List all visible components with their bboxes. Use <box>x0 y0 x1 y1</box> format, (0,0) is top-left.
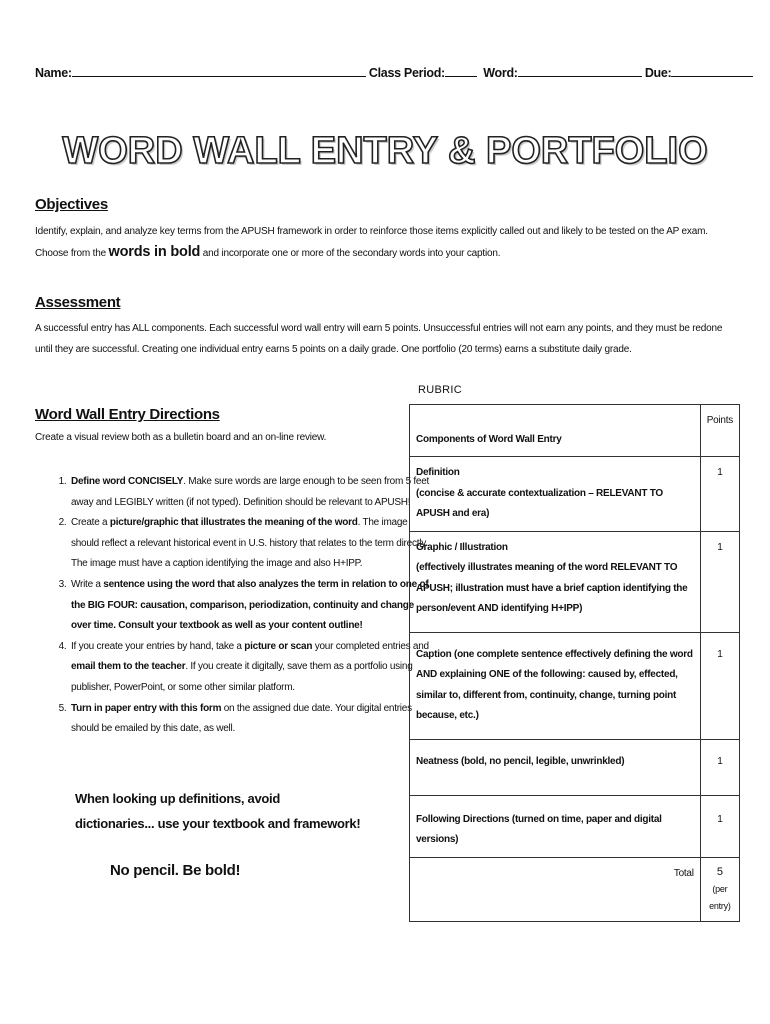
rubric-cell: Caption (one complete sentence effectively defining the word AND explaining ONE of the following: caused by, effected, similar to, different from, continuity, change, turning point because, etc.) <box>410 632 701 739</box>
definitions-note-line2: dictionaries... use your textbook and framework! <box>75 816 361 831</box>
rubric-points: 1 <box>700 632 739 739</box>
word-label: Word: <box>483 66 518 80</box>
rubric-col-component: Components of Word Wall Entry <box>410 405 701 457</box>
objectives-text-part2: and incorporate one or more of the secondary words into your caption. <box>202 248 501 259</box>
class-period-label: Class Period: <box>368 66 445 80</box>
rubric-total-points: 5 <box>716 865 723 878</box>
table-row <box>410 795 740 857</box>
assessment-text: A successful entry has ALL components. Each successful word wall entry will earn 5 points. Unsuccessful entries will not earn any points, and they must be redone until they are successful. Creating one individual entry earns 5 points on a daily grade. One portfolio (20 terms) earns a substitute daily grade. <box>35 323 723 355</box>
rubric-cell: Definition (concise & accurate contextualization – RELEVANT TO APUSH and era) <box>410 457 701 532</box>
objectives-text-part1: Identify, explain, and analyze key terms from the APUSH framework in order to reinforce those items explicitly called out and likely to be tested on the AP exam. Choose from the <box>35 226 708 259</box>
table-row <box>410 405 740 457</box>
rubric-total-note: (per entry) <box>709 883 731 911</box>
definitions-note <box>75 786 360 836</box>
rubric-total-label: Total <box>410 857 701 921</box>
table-row <box>410 531 740 632</box>
objectives-heading: Objectives <box>35 196 108 213</box>
rubric-col-points: Points <box>700 405 739 457</box>
table-row <box>410 632 740 739</box>
rubric-table <box>409 404 740 922</box>
objectives-text <box>35 221 735 264</box>
assessment-heading: Assessment <box>35 294 121 311</box>
rubric-points: 1 <box>700 739 739 795</box>
rubric-cell: Following Directions (turned on time, paper and digital versions) <box>410 795 701 857</box>
rubric-cell: Graphic / Illustration (effectively illustrates meaning of the word RELEVANT TO APUSH; illustration must have a brief caption identifying the person/event AND identifying H+IPP) <box>410 531 701 632</box>
table-row <box>410 739 740 795</box>
page-title: WORD WALL ENTRY & PORTFOLIO <box>62 130 708 172</box>
rubric-label: RUBRIC <box>418 384 462 396</box>
table-row <box>410 857 740 921</box>
list-item: 4. If you create your entries by hand, take a picture or scan your completed entries and email them to the teacher. If you create it digitally, save them as a portfolio using publisher, PowerPoint, or some other similar platform. <box>69 637 434 699</box>
due-label: Due: <box>644 66 672 80</box>
header-line <box>35 64 735 80</box>
rubric-cell: Neatness (bold, no pencil, legible, unwrinkled) <box>410 739 701 795</box>
rubric-points: 1 <box>700 531 739 632</box>
list-item: 2. Create a picture/graphic that illustrates the meaning of the word. The image should reflect a relevant historical event in U.S. history that relates to the term directly. The image must have a caption identifying the image and also H+IPP. <box>69 513 434 575</box>
directions-subtitle: Create a visual review both as a bulletin board and an on-line review. <box>35 432 327 443</box>
class-period-blank[interactable] <box>445 64 477 77</box>
definitions-note-line1: When looking up definitions, avoid <box>75 791 281 806</box>
directions-list <box>35 472 434 740</box>
due-blank[interactable] <box>671 64 753 77</box>
table-row <box>410 457 740 532</box>
name-blank[interactable] <box>72 64 366 77</box>
list-item: 1. Define word CONCISELY. Make sure words are large enough to be seen from 5 feet away and LEGIBLY written (if not typed). Definition should be relevant to APUSH! <box>69 472 434 513</box>
list-item: 3. Write a sentence using the word that also analyzes the term in relation to one of the BIG FOUR: causation, comparison, periodization, continuity and change over time. Consult your textbook as well as your content outline! <box>69 575 434 637</box>
name-label: Name: <box>35 66 72 80</box>
no-pencil-note: No pencil. Be bold! <box>110 862 241 879</box>
list-item: 5. Turn in paper entry with this form on the assigned due date. Your digital entries should be emailed by this date, as well. <box>69 699 434 740</box>
rubric-total <box>700 857 739 921</box>
word-blank[interactable] <box>518 64 642 77</box>
directions-heading: Word Wall Entry Directions <box>35 406 220 423</box>
rubric-points: 1 <box>700 795 739 857</box>
rubric-points: 1 <box>700 457 739 532</box>
objectives-bold: words in bold <box>108 244 201 260</box>
